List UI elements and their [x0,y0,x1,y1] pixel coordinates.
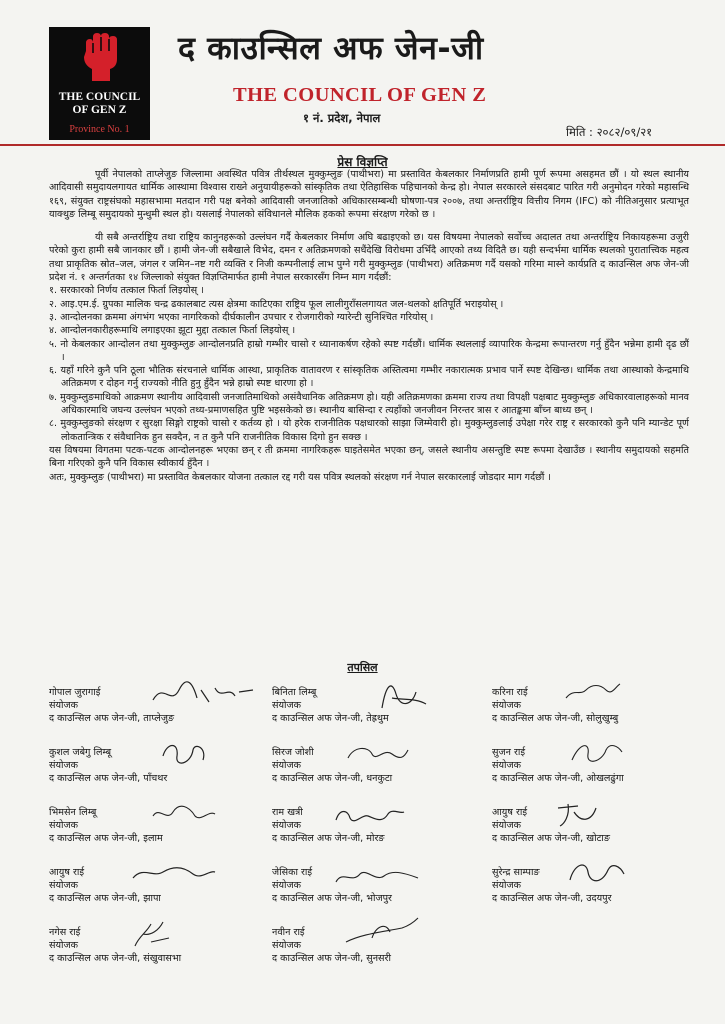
signatory-name: सिरज जोशी [272,747,314,758]
header-divider [0,144,725,146]
signatory-name: सुजन राई [492,747,526,758]
signature-mark [129,916,179,952]
demand-item: ८. मुक्कुम्लुङको संरक्षण र सुरक्षा सिङ्गो राष्ट्रको चासो र कर्तव्य हो । यो हरेक राजनीतिक पक्षधारको साझा जिम्मेवारी हो। मुक्कुम्लुङलाई उपेक्षा गरेर राष्ट्र र सरकारको कुनै पनि म्यान्डेट पूर्ण लोकतान्त्रिक र संवैधानिक हुन सक्दैन, न त कुनै पनि राजनीतिक विकास दिगो हुन सक्छ । [49,418,689,443]
signatory-role: संयोजक [272,760,302,771]
logo-province-text: Province No. 1 [69,124,130,135]
signatory [272,926,391,965]
signatory [492,866,612,905]
signatory-name: नवीन राई [272,927,305,938]
signature-mark [562,856,628,892]
signature-mark [372,678,432,714]
date-line: मिति : २०८२/०९/२१ [566,125,653,139]
signatory [272,866,392,905]
signatory [492,806,610,845]
signatory [49,866,161,905]
signatory-name: नगेस राई [49,927,81,938]
demand-item: ३. आन्दोलनका क्रममा अंगभंग भएका नागरिकको दीर्घकालीन उपचार र रोजगारीको ग्यारेन्टी सुनिश्चित गरियोस् । [49,311,434,323]
signatory-org: द काउन्सिल अफ जेन-जी, ओखलढुंगा [492,773,624,784]
signatory [272,686,389,725]
signatory-org: द काउन्सिल अफ जेन-जी, उदयपुर [492,893,612,904]
signatory-role: संयोजक [492,760,522,771]
title-nepali: द काउन्सिल अफ जेन-जी [178,29,484,67]
signatory-role: संयोजक [492,700,522,711]
signatory-role: संयोजक [492,820,522,831]
signatory-role: संयोजक [272,700,302,711]
paragraph: पूर्वी नेपालको ताप्लेजुङ जिल्लामा अवस्थित पवित्र तीर्थस्थल मुक्कुम्लुङ (पाथीभरा) मा प्रस्तावित केबलकार निर्माणप्रति हामी पूर्ण रूपमा असहमत छौं । यो स्थल स्थानीय आदिवासी समुदायलगायत धार्मिक आस्थामा विश्वास राख्ने अनुयायीहरूको सांस्कृतिक तथा ऐतिहासिक पहिचानको केन्द्र हो। नेपाल सरकारले संसदबाट पारित गरी अनुमोदन गरेको महासन्धि १६९, संयुक्त राष्ट्रसंघको महासभामा मतदान गरी पक्ष बनेको आदिवासी जनजातिको अधिकारसम्बन्धी घोषणा-पत्र २००७, तथा अन्तर्राष्ट्रिय वित्तीय निगम (IFC) को नीतिअनुसार प्रत्याभूत याक्थुङ लिम्बू समुदायको मुन्धुमी स्थल हो। यसलाई नेपालको संविधानले मौलिक हकको रूपमा संरक्षण गरेको छ । [49,169,689,220]
demand-item: ५. नो केबलकार आन्दोलन तथा मुक्कुम्लुङ आन्दोलनप्रति हाम्रो गम्भीर चासो र ध्यानाकर्षण रहेको स्पष्ट गर्दछौं। धार्मिक स्थललाई व्यापारिक केन्द्रमा रूपान्तरण गर्नु हुँदैन भन्नेमा हामी दृढ छौं । [49,338,689,363]
signatory-name: भिमसेन लिम्बू [49,807,97,818]
signature-mark [157,738,217,770]
signatory [272,746,392,785]
signatory-name: जेसिका राई [272,867,313,878]
press-release-body [49,168,689,484]
press-release-heading: प्रेस विज्ञप्ति [337,155,388,169]
signature-mark [149,680,259,708]
title-english: THE COUNCIL OF GEN Z [233,84,487,106]
signatory-role: संयोजक [49,820,79,831]
signatory-org: द काउन्सिल अफ जेन-जी, ताप्लेजुङ [49,713,175,724]
signatory-org: द काउन्सिल अफ जेन-जी, धनकुटा [272,773,393,784]
signatory [492,686,618,725]
demand-item: १. सरकारको निर्णय तत्काल फिर्ता लिइयोस् । [49,285,204,297]
signatory [492,746,624,785]
signatory-name: सुरेन्द्र साम्पाङ [492,867,540,878]
signatory [49,746,167,785]
signatory-name: आयुष राई [49,867,85,878]
logo-text: THE COUNCIL OF GEN Z [58,91,141,116]
signatory-role: संयोजक [272,940,302,951]
demand-list [49,284,689,444]
signature-mark [129,862,219,886]
signatory-name: बिनिता लिम्बू [272,687,317,698]
signatory-org: द काउन्सिल अफ जेन-जी, सुनसरी [272,953,391,964]
signature-mark [332,864,422,890]
signature-mark [552,798,602,830]
signatory-role: संयोजक [492,880,522,891]
closing-paragraph: अतः, मुक्कुम्लुङ (पाथीभरा) मा प्रस्तावित केबलकार योजना तत्काल रद्द गरी यस पवित्र स्थलको संरक्षण गर्न नेपाल सरकारलाई जोडदार माग गर्दछौं । [49,471,552,483]
signatory-org: द काउन्सिल अफ जेन-जी, संखुवासभा [49,953,182,964]
signatory-org: द काउन्सिल अफ जेन-जी, तेह्रथुम [272,713,389,724]
signatory-org: द काउन्सिल अफ जेन-जी, पाँचथर [49,773,168,784]
signature-mark [342,740,412,768]
signatory-name: आयुष राई [492,807,528,818]
signature-mark [149,802,219,826]
province-line: १ नं. प्रदेश, नेपाल [303,111,381,125]
signatory-org: द काउन्सिल अफ जेन-जी, खोटाङ [492,833,611,844]
demand-item: ७. मुक्कुम्लुङमाथिको आक्रमण स्थानीय आदिवासी जनजातिमाथिको असंवैधानिक अतिक्रमण हो। यही अतिक्रमणका क्रममा राज्य तथा विपक्षी पक्षबाट मुक्कुम्लुङ अधिकारवालाहरूको मानव अधिकारमाथि जघन्य उल्लंघन भएको तथ्य-प्रमाणसहित पुष्टि भइसकेको छ। स्थानीय बासिन्दा र त्यहाँको जनजीवन निरन्तर त्रास र आतङ्कमा बाँच्न बाध्य छन् । [49,391,689,417]
signatory-name: कुशल जबेगु लिम्बू [49,747,112,758]
demand-item: ६. यहाँ गरिने कुनै पनि ठूला भौतिक संरचनाले धार्मिक आस्था, प्राकृतिक वातावरण र सांस्कृतिक अस्तित्वमा गम्भीर नकारात्मक प्रभाव पार्ने स्पष्ट देखिन्छ। धार्मिक तथा आस्थाको केन्द्रमाथि अतिक्रमण र दोहन गर्नु राज्यको नीति हुनु हुँदैन भन्ने हाम्रो स्पष्ट धारणा हो । [49,365,689,390]
signature-mark [332,804,408,830]
signature-mark [566,738,626,770]
signatory [272,806,385,845]
raised-fist-icon [80,33,120,81]
signatory-role: संयोजक [49,700,79,711]
demand-item: २. आइ.एम.ई. ग्रुपका मालिक चन्द्र ढकालबाट त्यस क्षेत्रमा काटिएका राष्ट्रिय फूल लालीगुराँसलगायत जल-थलको क्षतिपूर्ति भराइयोस् । [49,298,504,310]
signatory-role: संयोजक [49,940,79,951]
signatory-role: संयोजक [272,820,302,831]
signatory [49,806,163,845]
signatory-name: गोपाल जुरागाई [49,687,101,698]
signatory-org: द काउन्सिल अफ जेन-जी, झापा [49,893,161,904]
signatory [49,926,181,965]
signatory-org: द काउन्सिल अफ जेन-जी, मोरङ [272,833,385,844]
signatory-org: द काउन्सिल अफ जेन-जी, भोजपुर [272,893,392,904]
paragraph: यी सबै अन्तर्राष्ट्रिय तथा राष्ट्रिय कानुनहरूको उल्लंघन गर्दै केबलकार निर्माण अघि बढाइएको छ। यस विषयमा नेपालको सर्वोच्च अदालत तथा अन्तर्राष्ट्रिय निकायहरूमा उजुरी परेको कुरा हामी सबै जानकार छौं । हामी जेन-जी सबैखाले विभेद, दमन र अतिक्रमणको सधैंदेखि विरोधमा उभिँदै आएको तथ्य विदितै छ। यही सन्दर्भमा धार्मिक स्थलको पुरातात्त्विक महत्व तथा प्राकृतिक स्रोत–जल, जंगल र जमिन–नष्ट गरी व्यक्ति र निजी कम्पनीलाई लाभ पुग्ने गरी मुक्कुम्लुङ (पाथीभरा) अतिक्रमण गर्दै यसको गरिमा मास्ने कार्यप्रति द काउन्सिल अफ जेन-जी प्रदेश नं. १ अन्तर्गतका १४ जिल्लाको संयुक्त विज्ञप्तिमार्फत हामी नेपाल सरकारसँग निम्न माग गर्दछौं: [49,232,689,284]
tapsil-heading: तपसिल [347,661,378,674]
signatory-name: राम खत्री [272,807,303,818]
signatory-role: संयोजक [49,880,79,891]
signatory-org: द काउन्सिल अफ जेन-जी, सोलुखुम्बु [492,713,619,724]
signature-mark [342,916,422,950]
signatory-role: संयोजक [272,880,302,891]
signature-mark [562,678,622,704]
demand-item: ४. आन्दोलनकारीहरूमाथि लगाइएका झूटा मुद्दा तत्काल फिर्ता लिइयोस् । [49,325,296,337]
signatory-role: संयोजक [49,760,79,771]
closing-paragraph: यस विषयमा विगतमा पटक-पटक आन्दोलनहरू भएका छन् र ती क्रममा नागरिकहरू घाइतेसमेत भएका छन्, जसले स्थानीय असन्तुष्टि स्पष्ट रूपमा देखाउँछ । स्थानीय समुदायको सहमति बिना गरिएको कुनै पनि विकास स्वीकार्य हुँदैन । [49,444,689,470]
signatory-org: द काउन्सिल अफ जेन-जी, इलाम [49,833,163,844]
signatory [49,686,174,725]
signatory-name: करिना राई [492,687,528,698]
council-logo [49,27,150,140]
